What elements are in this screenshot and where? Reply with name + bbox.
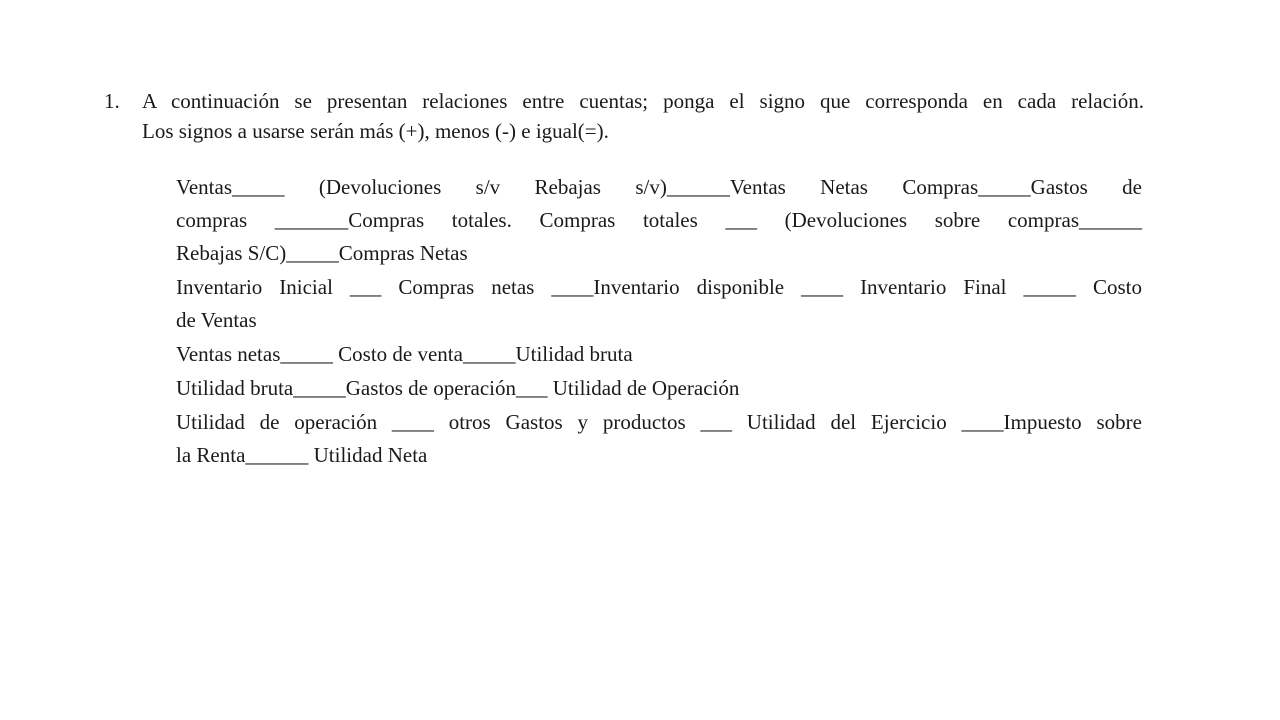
- question-line-2: Los signos a usarse serán más (+), menos (-) e igual(=).: [142, 119, 609, 143]
- question-number: 1.: [104, 89, 120, 113]
- relations-list: [176, 171, 1142, 473]
- relation-inventario: [176, 271, 1142, 337]
- relation-line: de Ventas: [176, 308, 257, 332]
- relation-ventas-compras: [176, 171, 1142, 270]
- relation-line: Ventas netas_____ Costo de venta_____Utilidad bruta: [176, 342, 633, 366]
- question-line-1: A continuación se presentan relaciones entre cuentas; ponga el signo que corresponda en cada relación.: [142, 89, 1144, 113]
- question-1: [104, 86, 1144, 146]
- relation-line: compras _______Compras totales. Compras totales ___ (Devoluciones sobre compras______: [176, 208, 1142, 232]
- relation-utilidad-neta: [176, 406, 1142, 472]
- relation-line: Rebajas S/C)_____Compras Netas: [176, 241, 468, 265]
- question-text: [142, 86, 1144, 146]
- relation-utilidad-bruta: [176, 338, 1142, 371]
- relation-utilidad-operacion: [176, 372, 1142, 405]
- relation-line: Utilidad bruta_____Gastos de operación___ Utilidad de Operación: [176, 376, 740, 400]
- relation-line: la Renta______ Utilidad Neta: [176, 443, 428, 467]
- relation-line: Utilidad de operación ____ otros Gastos y productos ___ Utilidad del Ejercicio ____Impuesto sobre: [176, 410, 1142, 434]
- relation-line: Ventas_____ (Devoluciones s/v Rebajas s/v)______Ventas Netas Compras_____Gastos de: [176, 175, 1142, 199]
- question-row: [104, 86, 1144, 146]
- relation-line: Inventario Inicial ___ Compras netas ____Inventario disponible ____ Inventario Final _____ Costo: [176, 275, 1142, 299]
